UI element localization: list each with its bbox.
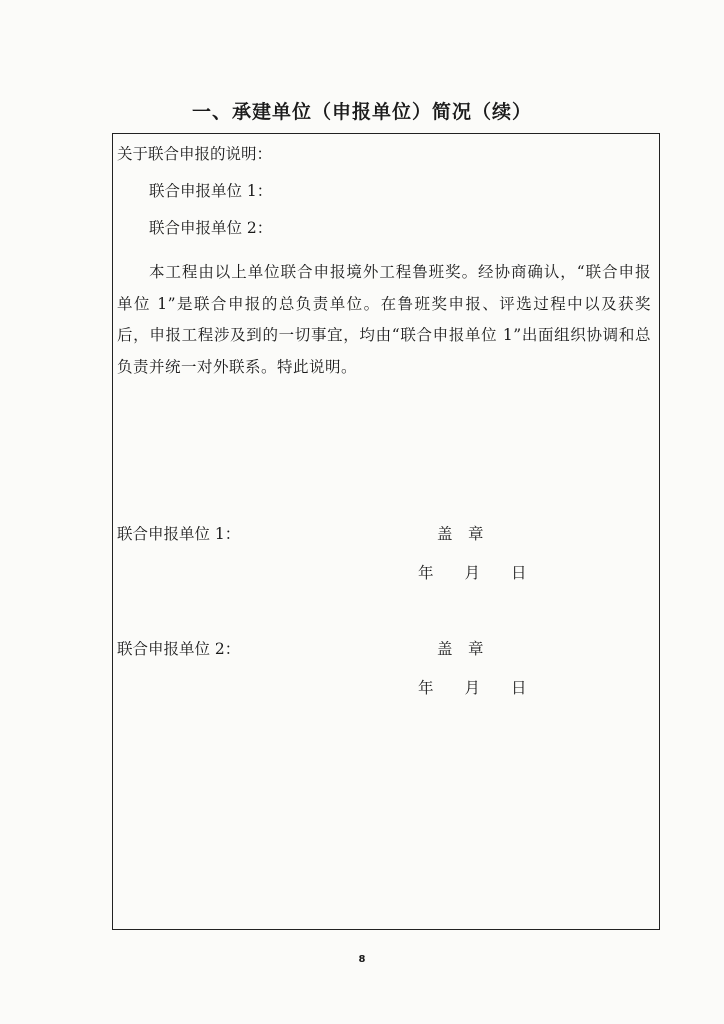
page-title: 一、承建单位（申报单位）简况（续） — [191, 101, 532, 123]
signature-unit2-label: 联合申报单位 2： — [117, 640, 241, 658]
signature-unit2-seal: 盖 章 — [437, 640, 484, 658]
signature-unit1-label: 联合申报单位 1： — [117, 525, 241, 543]
signature-unit1-seal: 盖 章 — [437, 525, 484, 543]
unit1-line: 联合申报单位 1： — [149, 182, 273, 200]
signature-unit1-date: 年 月 日 — [418, 564, 527, 582]
explanation-paragraph: 本工程由以上单位联合申报境外工程鲁班奖。经协商确认，“联合申报单位 1”是联合申报的总负责单位。在鲁班奖申报、评选过程中以及获奖后，申报工程涉及到的一切事宜，均由“联合申报单位 1”出面组织协调和总负责并统一对外联系。特此说明。 — [117, 263, 651, 376]
page-number: 8 — [358, 954, 366, 965]
signature-unit2-date: 年 月 日 — [418, 679, 527, 697]
unit2-line: 联合申报单位 2： — [149, 219, 273, 237]
intro-heading: 关于联合申报的说明： — [117, 145, 273, 163]
